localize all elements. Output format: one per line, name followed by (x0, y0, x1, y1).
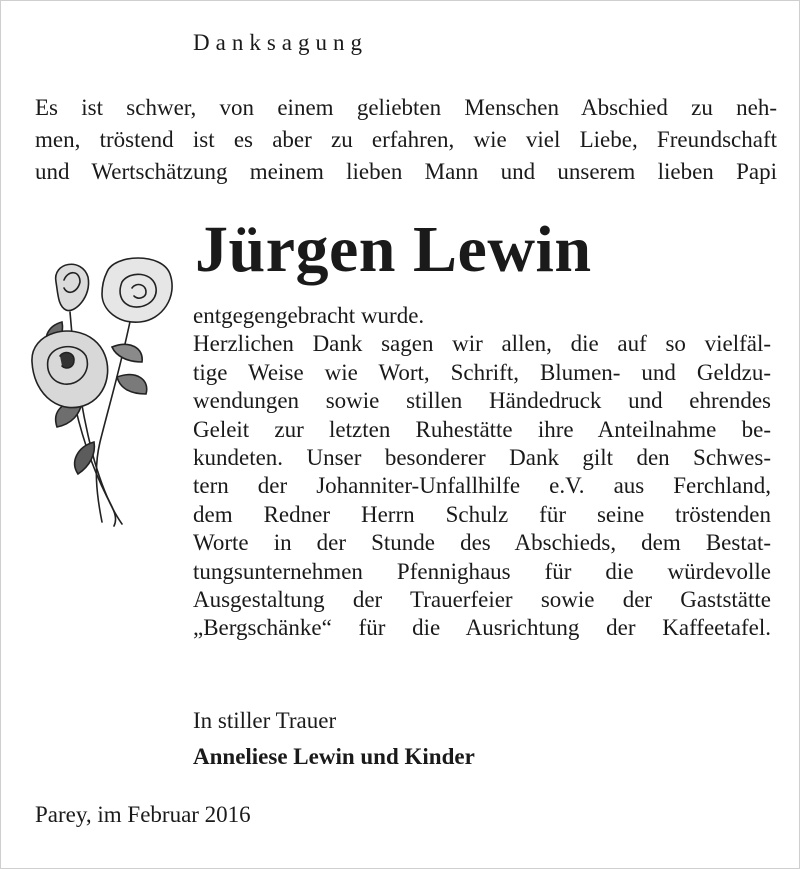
intro-paragraph (35, 92, 777, 188)
body-line: tige Weise wie Wort, Schrift, Blumen- und Geldzu- (193, 359, 771, 385)
signers: Anneliese Lewin und Kinder (193, 744, 475, 769)
body-paragraph (193, 302, 771, 643)
deceased-name: Jürgen Lewin (195, 213, 592, 286)
body-line: wendungen sowie stillen Händedruck und ehrendes (193, 388, 771, 414)
body-line: Ausgestaltung der Trauerfeier sowie der Gaststätte (193, 587, 771, 613)
place-date: Parey, im Februar 2016 (35, 802, 251, 827)
intro-line: Es ist schwer, von einem geliebten Menschen Abschied zu neh- (35, 95, 777, 120)
body-line: Herzlichen Dank sagen wir allen, die auf so vielfäl- (193, 331, 771, 357)
body-line: tern der Johanniter-Unfallhilfe e.V. aus Ferchland, (193, 473, 771, 499)
intro-line: men, tröstend ist es aber zu erfahren, wie viel Liebe, Freundschaft (35, 127, 777, 152)
closing-text: In stiller Trauer (193, 708, 337, 733)
body-line: dem Redner Herrn Schulz für seine tröstenden (193, 501, 771, 527)
body-line: „Bergschänke“ für die Ausrichtung der Kaffeetafel. (193, 615, 771, 641)
roses-illustration (22, 252, 182, 532)
body-line: tungsunternehmen Pfennighaus für die würdevolle (193, 558, 771, 584)
body-line: Geleit zur letzten Ruhestätte ihre Anteilnahme be- (193, 416, 771, 442)
intro-line: und Wertschätzung meinem lieben Mann und unserem lieben Papi (35, 159, 777, 184)
heading: Danksagung (193, 30, 368, 55)
body-line: Worte in der Stunde des Abschieds, dem Bestat- (193, 530, 771, 556)
body-line: entgegengebracht wurde. (193, 303, 425, 328)
body-line: kundeten. Unser besonderer Dank gilt den Schwes- (193, 445, 771, 471)
